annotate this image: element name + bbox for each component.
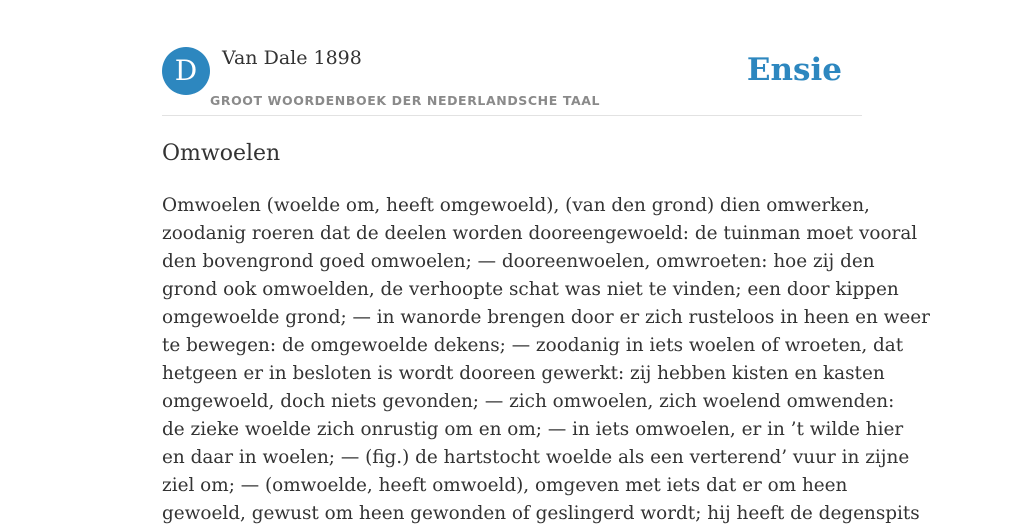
definition-line: ziel om; — (omwoelde, heeft omwoeld), omgeven met iets dat er om heen: [162, 475, 848, 496]
definition-line: grond ook omwoelden, de verhoopte schat was niet te vinden; een door kippen: [162, 279, 899, 300]
definition-line: den bovengrond goed omwoelen; — dooreenwoelen, omwroeten: hoe zij den: [162, 251, 875, 272]
definition-line: te bewegen: de omgewoelde dekens; — zoodanig in iets woelen of wroeten, dat: [162, 335, 904, 356]
definition-line: en daar in woelen; — (fig.) de hartstocht woelde als een verterend’ vuur in zijne: [162, 447, 910, 468]
entry-title: Omwoelen: [162, 141, 281, 166]
definition-line: omgewoeld, doch niets gevonden; — zich omwoelen, zich woelend omwenden:: [162, 391, 895, 412]
definition-line: omgewoelde grond; — in wanorde brengen door er zich rusteloos in heen en weer: [162, 307, 930, 328]
source-subtitle: GROOT WOORDENBOEK DER NEDERLANDSCHE TAAL: [210, 93, 601, 108]
definition-line: hetgeen er in besloten is wordt dooreen gewerkt: zij hebben kisten en kasten: [162, 363, 885, 384]
entry-definition: [162, 192, 930, 528]
definition-line: Omwoelen (woelde om, heeft omgewoeld), (van den grond) dien omwerken,: [162, 195, 870, 216]
ensie-logo-link[interactable]: Ensie: [746, 52, 842, 88]
definition-line: gewoeld, gewust om heen gewonden of geslingerd wordt; hij heeft de degenspits: [162, 503, 920, 524]
definition-line: de zieke woelde zich onrustig om en om; — in iets omwoelen, er in ’t wilde hier: [162, 419, 904, 440]
dictionary-logo[interactable]: D: [162, 47, 210, 95]
definition-line: zoodanig roeren dat de deelen worden dooreengewoeld: de tuinman moet vooral: [162, 223, 918, 244]
source-header: [162, 46, 862, 116]
source-title[interactable]: Van Dale 1898: [222, 47, 362, 69]
